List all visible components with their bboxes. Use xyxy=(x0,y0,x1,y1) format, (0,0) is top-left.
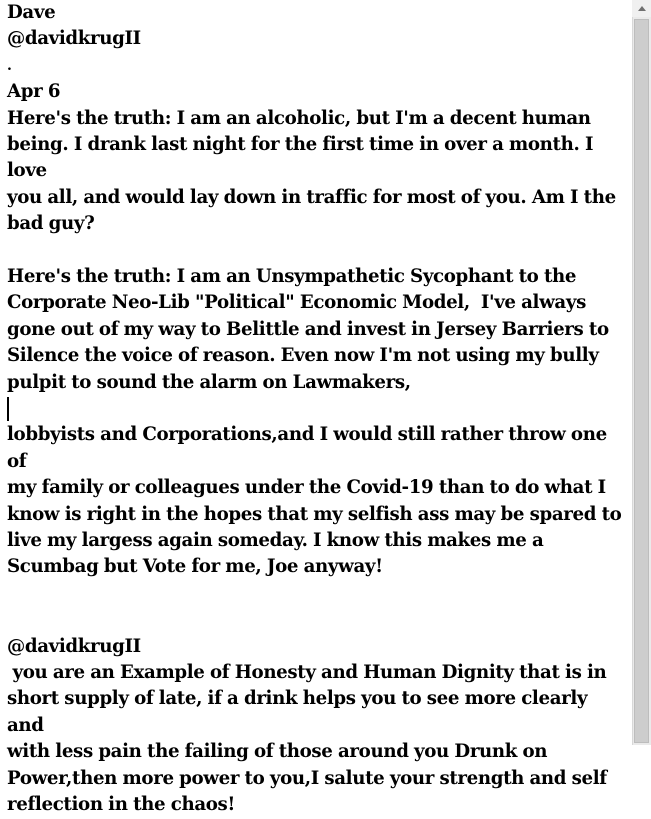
text-document[interactable] xyxy=(7,0,627,819)
blank-line xyxy=(7,238,627,264)
text-cursor-icon xyxy=(7,397,9,421)
author-name: Dave xyxy=(7,2,56,23)
rewrite-line: live my largess again someday. I know this makes me a xyxy=(7,530,544,552)
reply-line: you are an Example of Honesty and Human Dignity that is in xyxy=(7,662,607,684)
reply-line: with less pain the failing of those around you Drunk on xyxy=(7,741,548,763)
rewrite-line: gone out of my way to Belittle and invest in Jersey Barriers to xyxy=(7,318,609,340)
vertical-scrollbar[interactable] xyxy=(632,0,651,745)
reply-line: reflection in the chaos! xyxy=(7,794,236,816)
caret-line[interactable] xyxy=(7,396,627,422)
rewrite-line: lobbyists and Corporations,and I would still rather throw one of xyxy=(7,424,613,472)
tweet-line: being. I drank last night for the first time in over a month. I love xyxy=(7,134,599,182)
reply-line: short supply of late, if a drink helps you to see more clearly and xyxy=(7,688,593,736)
rewrite-line: Here's the truth: I am an Unsympathetic Sycophant to the xyxy=(7,266,577,288)
reply-line: Power,then more power to you,I salute your strength and self xyxy=(7,767,607,789)
rewrite-line: Scumbag but Vote for me, Joe anyway! xyxy=(7,556,383,578)
blank-line xyxy=(7,607,627,633)
tweet-line: bad guy? xyxy=(7,213,95,235)
reply-text xyxy=(7,660,627,818)
rewrite-line: pulpit to sound the alarm on Lawmakers, xyxy=(7,371,411,393)
rewrite-line: Silence the voice of reason. Even now I'm not using my bully xyxy=(7,345,599,367)
separator-dot: . xyxy=(7,57,12,74)
scroll-up-arrow-icon xyxy=(638,6,646,11)
rewrite-text-part-a xyxy=(7,264,627,396)
scrollbar-thumb[interactable] xyxy=(634,19,649,743)
rewrite-line: my family or colleagues under the Covid-19 than to do what I xyxy=(7,477,606,499)
post-date: Apr 6 xyxy=(7,81,61,103)
rewrite-line: know is right in the hopes that my selfish ass may be spared to xyxy=(7,503,622,525)
tweet-line: you all, and would lay down in traffic for most of you. Am I the xyxy=(7,186,616,208)
rewrite-line: Corporate Neo-Lib "Political" Economic Model, I've always xyxy=(7,292,586,314)
reply-handle: @davidkrugII xyxy=(7,635,141,657)
blank-line xyxy=(7,581,627,607)
rewrite-text-part-b xyxy=(7,422,627,580)
tweet-line: Here's the truth: I am an alcoholic, but I'm a decent human xyxy=(7,107,591,129)
author-handle: @davidkrugII xyxy=(7,28,141,50)
tweet-text xyxy=(7,106,627,238)
scroll-up-button[interactable] xyxy=(632,0,651,17)
